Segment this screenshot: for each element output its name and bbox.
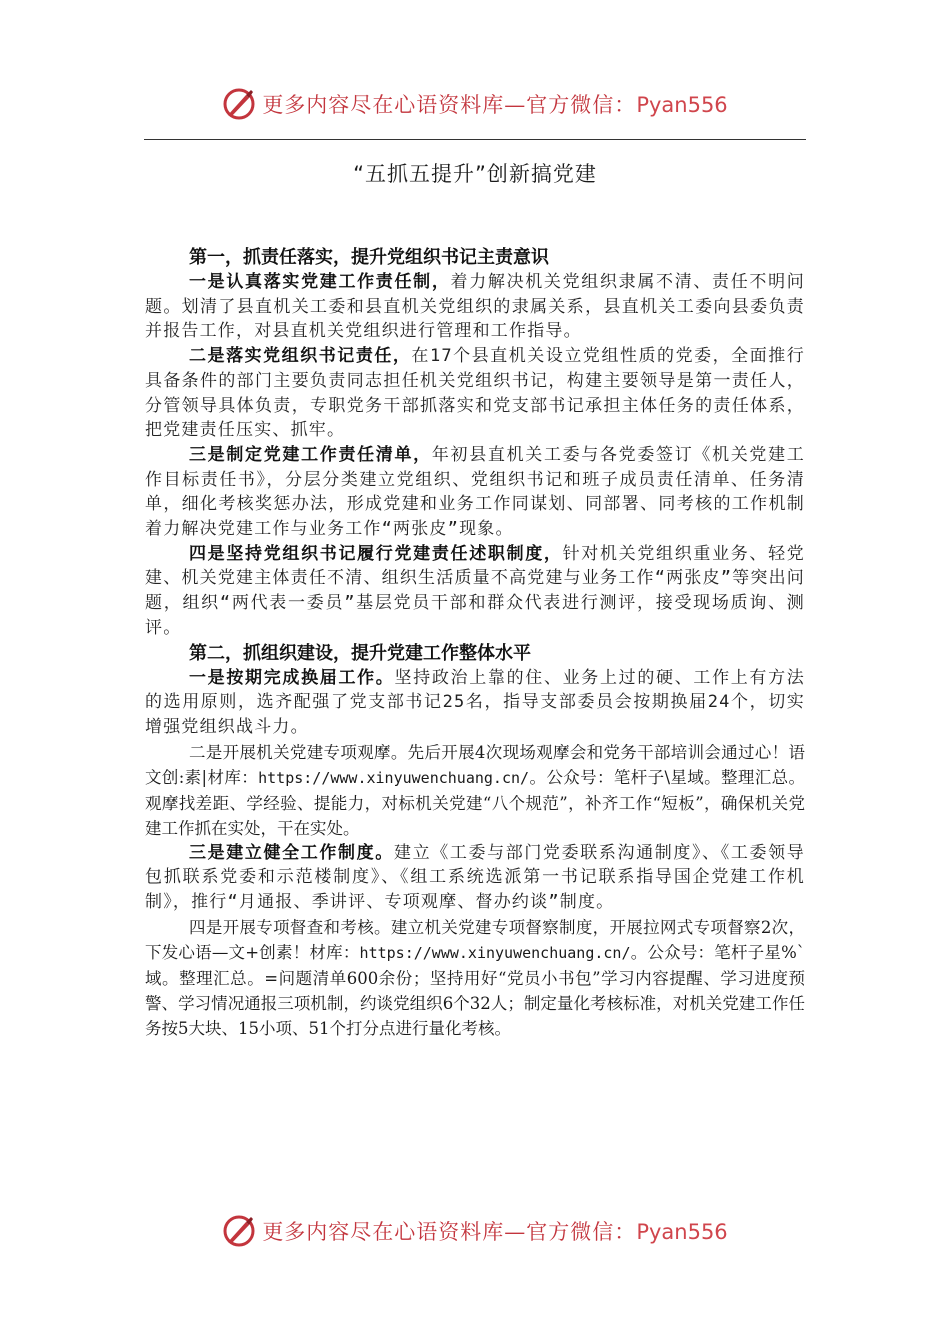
paragraph: 三是制定党建工作责任清单，年初县直机关工委与各党委签订《机关党建工作目标责任书》，分层分类建立党组织、党组织书记和班子成员责任清单、任务清单，细化考核奖惩办法，形成党建和业务工作同谋划、同部署、同考核的工作机制着力解决党建工作与业务工作“两张皮”现象。 — [145, 444, 805, 540]
paragraph: 四是坚持党组织书记履行党建责任述职制度，针对机关党组织重业务、轻党建、机关党建主体责任不清、组织生活质量不高党建与业务工作“两张皮”等突出问题，组织“两代表一委员”基层党员干部和群众代表进行测评，接受现场质询、测评。 — [145, 543, 805, 638]
pen-logo-icon — [222, 87, 256, 121]
page-title: “五抓五提升”创新搞党建 — [353, 162, 597, 186]
footer-banner — [0, 1211, 950, 1251]
paragraph: 一是认真落实党建工作责任制，着力解决机关党组织隶属不清、责任不明问题。划清了县直机关工委和县直机关党组织的隶属关系，县直机关工委向县委负责并报告工作，对县直机关党组织进行管理和工作指导。 — [145, 272, 805, 342]
header-banner — [0, 84, 950, 124]
paragraph: 一是按期完成换届工作。坚持政治上靠的住、业务上过的硬、工作上有方法的选用原则，选齐配强了党支部书记25名，指导支部委员会按期换届24个，切实增强党组织战斗力。 — [145, 667, 805, 737]
banner-text: 更多内容尽在心语资料库—官方微信：Pyan556 — [262, 93, 728, 117]
section-heading: 第二，抓组织建设，提升党建工作整体水平 — [189, 642, 531, 664]
paragraph: 四是开展专项督查和考核。建立机关党建专项督察制度，开展拉网式专项督察2次，下发心语—文+创素！材库：https://www.xinyuwenchuang.cn/。公众号：笔杆子星%`域。整理汇总。=问题清单600余份；坚持用好“党员小书包”学习内容提醒、学习进度预警、学习情况通报三项机制，约谈党组织6个32人；制定量化考核标准，对机关党建工作任务按5大块、15小项、51个打分点进行量化考核。 — [145, 917, 805, 1038]
url-text: https://www.xinyuwenchuang.cn/ — [258, 768, 530, 787]
header-rule — [144, 139, 806, 140]
paragraph: 二是开展机关党建专项观摩。先后开展4次现场观摩会和党务干部培训会通过心！语文创:素|材库：https://www.xinyuwenchuang.cn/。公众号：笔杆子\星域。整理汇总。观摩找差距、学经验、提能力，对标机关党建“八个规范”，补齐工作“短板”，确保机关党建工作抓在实处，干在实处。 — [145, 742, 805, 838]
paragraph: 二是落实党组织书记责任，在17个县直机关设立党组性质的党委，全面推行具备条件的部门主要负责同志担任机关党组织书记，构建主要领导是第一责任人，分管领导具体负责，专职党务干部抓落实和党支部书记承担主体任务的责任体系，把党建责任压实、抓牢。 — [145, 346, 805, 441]
document-body — [145, 245, 805, 1041]
paragraph: 三是建立健全工作制度。建立《工委与部门党委联系沟通制度》、《工委领导包抓联系党委和示范楼制度》、《组工系统选派第一书记联系指导国企党建工作机制》，推行“月通报、季讲评、专项观摩、督办约谈”制度。 — [145, 842, 805, 913]
section-heading: 第一，抓责任落实，提升党组织书记主责意识 — [189, 247, 549, 268]
banner-text: 更多内容尽在心语资料库—官方微信：Pyan556 — [262, 1220, 728, 1244]
pen-logo-icon — [222, 1214, 256, 1248]
url-text: https://www.xinyuwenchuang.cn/ — [359, 943, 631, 962]
